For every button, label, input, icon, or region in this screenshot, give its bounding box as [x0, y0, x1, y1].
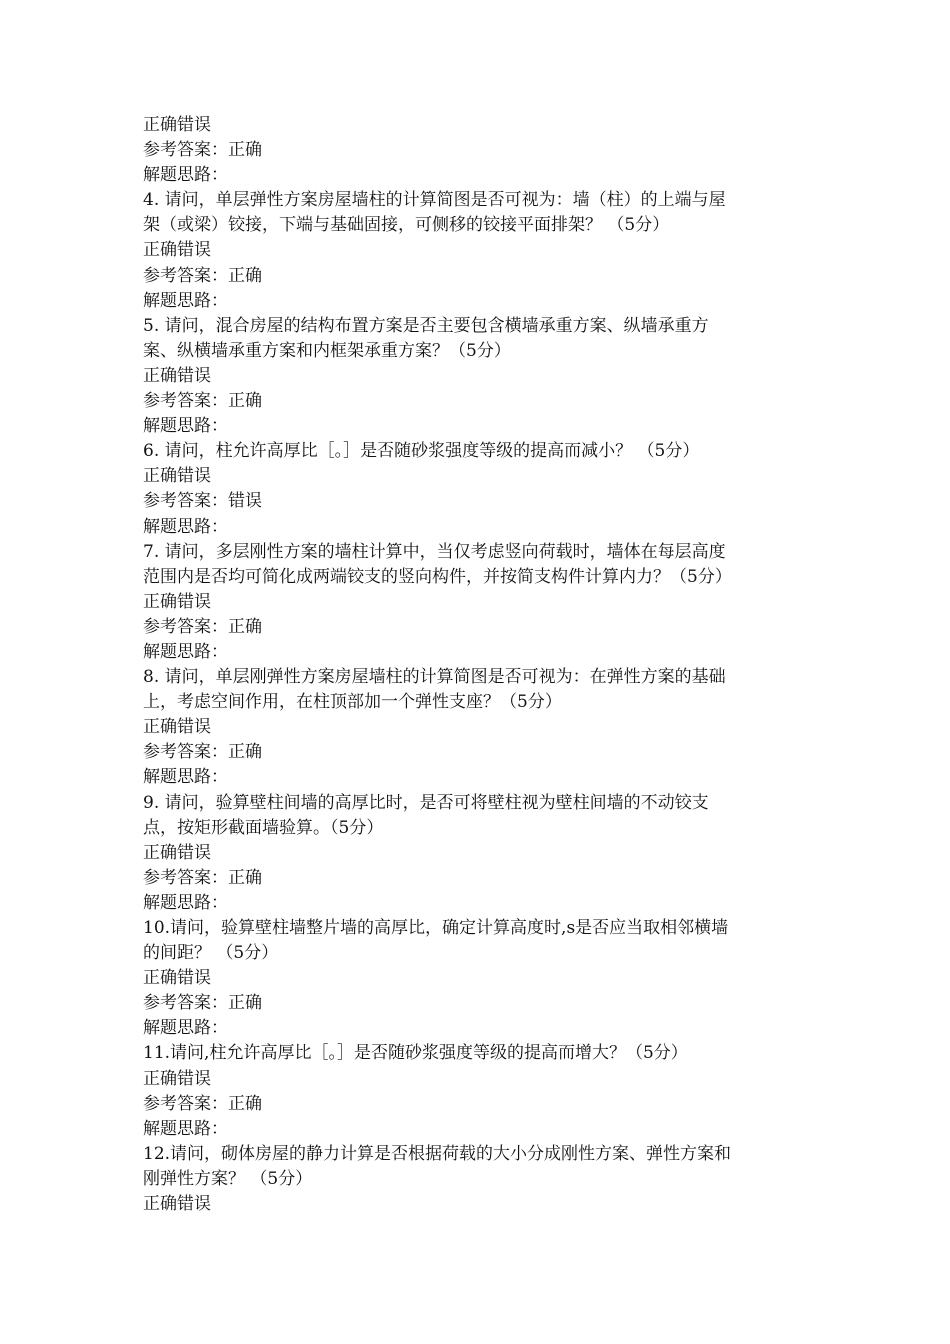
reference-answer: 参考答案：正确 — [143, 140, 262, 161]
solution-hint: 解题思路： — [143, 516, 228, 537]
question-block-11 — [143, 1041, 823, 1141]
solution-hint: 解题思路： — [143, 892, 228, 913]
question-block-7 — [143, 540, 823, 665]
reference-answer: 参考答案：正确 — [143, 265, 262, 286]
question-text: 4. 请问，单层弹性方案房屋墙柱的计算简图是否可视为：墙（柱）的上端与屋 — [143, 190, 726, 211]
solution-hint: 解题思路： — [143, 1118, 228, 1139]
question-text: 12.请问，砌体房屋的静力计算是否根据荷载的大小分成刚性方案、弹性方案和 — [143, 1143, 732, 1164]
solution-hint: 解题思路： — [143, 1018, 228, 1039]
options-text: 正确错误 — [143, 1194, 211, 1215]
question-text: 5. 请问，混合房屋的结构布置方案是否主要包含横墙承重方案、纵墙承重方 — [143, 315, 709, 336]
question-text-cont: 刚弹性方案？ （5分） — [143, 1168, 313, 1189]
options-text: 正确错误 — [143, 365, 211, 386]
options-text: 正确错误 — [143, 591, 211, 612]
question-text: 9. 请问，验算壁柱间墙的高厚比时，是否可将壁柱视为壁柱间墙的不动铰支 — [143, 792, 709, 813]
solution-hint: 解题思路： — [143, 165, 228, 186]
solution-hint: 解题思路： — [143, 767, 228, 788]
question-block-6 — [143, 439, 823, 539]
question-block-10 — [143, 916, 823, 1041]
options-text: 正确错误 — [143, 240, 211, 261]
solution-hint: 解题思路： — [143, 290, 228, 311]
reference-answer: 参考答案：正确 — [143, 616, 262, 637]
question-text: 7. 请问，多层刚性方案的墙柱计算中，当仅考虑竖向荷载时，墙体在每层高度 — [143, 541, 726, 562]
question-text: 11.请问,柱允许高厚比［。］是否随砂浆强度等级的提高而增大？（5分） — [143, 1043, 688, 1064]
question-text: 6. 请问，柱允许高厚比［。］是否随砂浆强度等级的提高而减小？ （5分） — [143, 441, 700, 462]
question-block-9 — [143, 791, 823, 916]
question-block-4 — [143, 188, 823, 313]
reference-answer: 参考答案：正确 — [143, 391, 262, 412]
reference-answer: 参考答案：错误 — [143, 491, 262, 512]
intro-block — [143, 113, 823, 188]
question-block-5 — [143, 314, 823, 439]
question-text-cont: 点，按矩形截面墙验算。（5分） — [143, 817, 384, 838]
question-text-cont: 架（或梁）铰接，下端与基础固接，可侧移的铰接平面排架？ （5分） — [143, 215, 670, 236]
options-text: 正确错误 — [143, 466, 211, 487]
options-text: 正确错误 — [143, 968, 211, 989]
question-text-cont: 范围内是否均可简化成两端铰支的竖向构件，并按简支构件计算内力？（5分） — [143, 566, 732, 587]
question-block-8 — [143, 665, 823, 790]
question-text-cont: 的间距？ （5分） — [143, 943, 279, 964]
options-text: 正确错误 — [143, 115, 211, 135]
options-text: 正确错误 — [143, 717, 211, 738]
reference-answer: 参考答案：正确 — [143, 993, 262, 1014]
document-page — [143, 113, 823, 1217]
reference-answer: 参考答案：正确 — [143, 742, 262, 763]
solution-hint: 解题思路： — [143, 416, 228, 437]
question-text: 10.请问，验算壁柱墙整片墙的高厚比，确定计算高度时,s是否应当取相邻横墙 — [143, 918, 729, 938]
question-text: 8. 请问，单层刚弹性方案房屋墙柱的计算简图是否可视为：在弹性方案的基础 — [143, 667, 726, 688]
reference-answer: 参考答案：正确 — [143, 1093, 262, 1114]
options-text: 正确错误 — [143, 1068, 211, 1089]
question-block-12 — [143, 1142, 823, 1217]
solution-hint: 解题思路： — [143, 641, 228, 662]
reference-answer: 参考答案：正确 — [143, 867, 262, 888]
question-text-cont: 上，考虑空间作用，在柱顶部加一个弹性支座？（5分） — [143, 692, 562, 713]
options-text: 正确错误 — [143, 842, 211, 863]
question-text-cont: 案、纵横墙承重方案和内框架承重方案？（5分） — [143, 340, 511, 361]
